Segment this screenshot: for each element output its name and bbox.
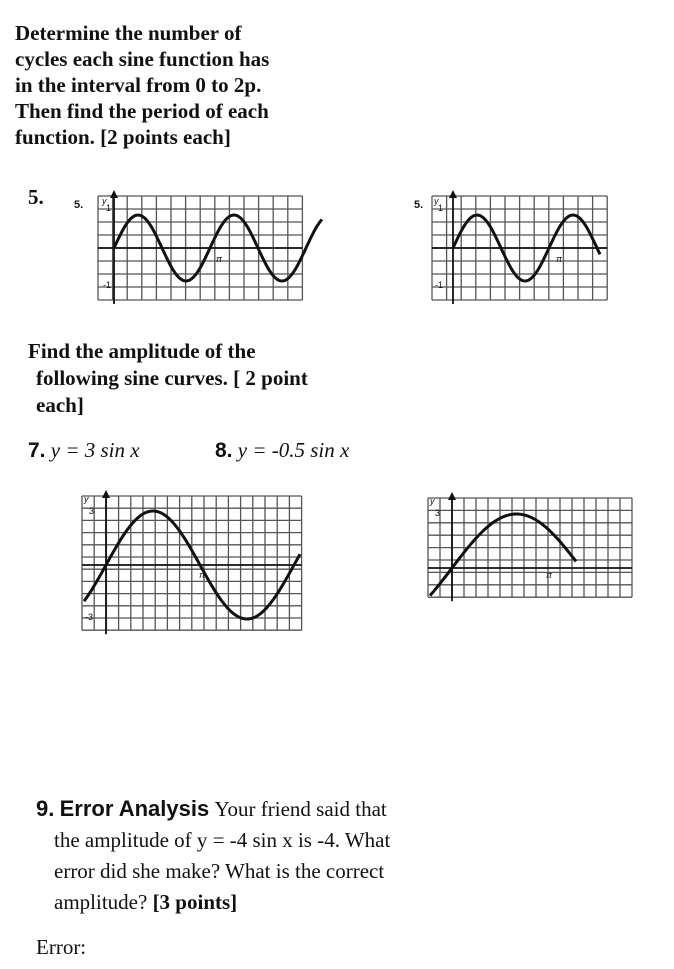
q8-graph: [424, 492, 634, 608]
y-tick-label: -1: [435, 280, 444, 290]
y-axis-label: y: [430, 496, 435, 506]
question-title: Error Analysis: [59, 796, 210, 821]
question-text: error did she make? What is the correct: [54, 859, 385, 883]
question-9: [36, 793, 390, 918]
y-tick-label: 3: [435, 508, 441, 518]
y-tick-label: 1: [106, 203, 112, 213]
graph-number-label: 5.: [74, 199, 84, 211]
y-tick-label: -3: [85, 612, 94, 622]
x-tick-label: π: [546, 570, 553, 580]
axis-arrow: [102, 490, 110, 498]
q5-graph-left: [70, 190, 326, 306]
question-number: 8.: [215, 439, 233, 462]
instruction-line: each]: [36, 393, 84, 417]
error-label: Error:: [36, 935, 87, 959]
question-text: amplitude?: [54, 890, 153, 914]
y-tick-label: 3: [89, 506, 95, 516]
question-7: [28, 438, 140, 463]
instruction-line: Then find the period of each: [15, 99, 269, 123]
amplitude-instructions: [28, 338, 308, 419]
question-text: Your friend said that: [214, 797, 387, 821]
y-axis-label: y: [102, 196, 107, 206]
y-tick-label: -1: [103, 280, 112, 290]
equation: y = -0.5 sin x: [237, 438, 350, 462]
q7-graph: [78, 490, 306, 638]
y-axis-label: y: [84, 494, 89, 504]
instruction-line: in the interval from 0 to 2p.: [15, 73, 262, 97]
instruction-line: cycles each sine function has: [15, 47, 270, 71]
instruction-line: following sine curves. [ 2 point: [36, 366, 308, 390]
instruction-line: Find the amplitude of the: [28, 339, 256, 363]
graph-number-label: 5.: [414, 199, 424, 211]
question-number: 7.: [28, 439, 46, 462]
x-tick-label: π: [556, 254, 563, 264]
axis-arrow: [448, 492, 456, 500]
cycles-instructions: [15, 20, 269, 150]
question-8: [215, 438, 349, 463]
x-tick-label: π: [216, 254, 223, 264]
instruction-line: function. [2 points each]: [15, 125, 231, 149]
y-tick-label: 1: [438, 203, 444, 213]
points-label: [3 points]: [152, 890, 238, 914]
equation: y = 3 sin x: [50, 438, 140, 462]
question-number: 9.: [36, 796, 55, 821]
axis-arrow: [449, 190, 457, 198]
instruction-line: Determine the number of: [15, 21, 242, 45]
x-tick-label: π: [199, 570, 206, 580]
question-text: the amplitude of y = -4 sin x is -4. What: [54, 828, 391, 852]
q5-graph-right: [410, 190, 610, 306]
question-5-number: 5.: [28, 185, 44, 209]
axis-arrow: [110, 190, 118, 198]
y-axis-label: y: [434, 196, 439, 206]
